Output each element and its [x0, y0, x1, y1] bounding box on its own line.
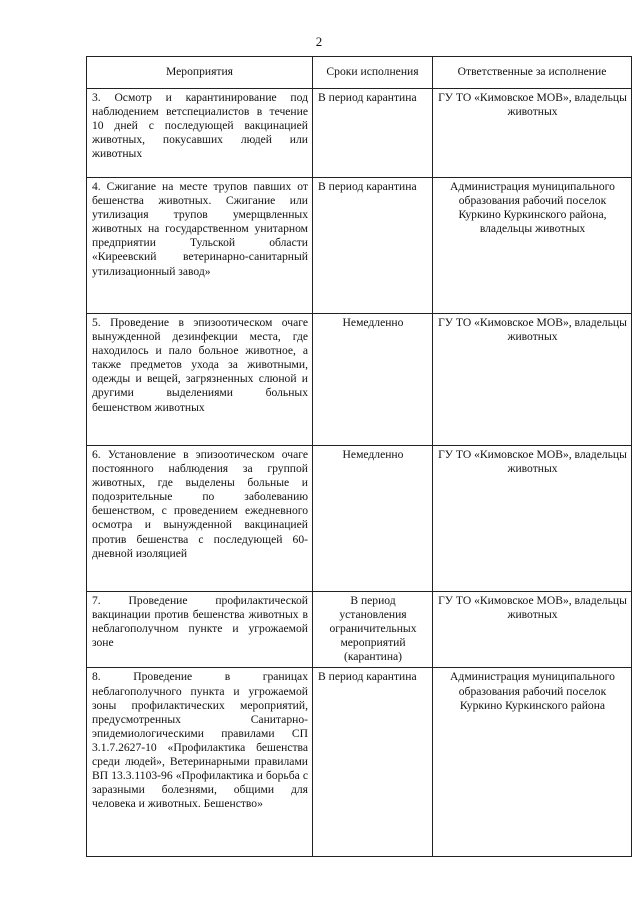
term-cell: Немедленно	[313, 446, 433, 592]
measures-table	[86, 56, 632, 857]
responsible-cell: ГУ ТО «Кимовское МОВ», владельцы животных	[433, 446, 632, 592]
table-row	[87, 314, 632, 446]
header-responsible: Ответственные за исполнение	[433, 57, 632, 89]
activity-cell: 3. Осмотр и карантинирование под наблюдением ветспециалистов в течение 10 дней с последующей вакцинацией животных, покусавших людей или животных	[87, 89, 313, 178]
responsible-cell: Администрация муниципального образования рабочий поселок Куркино Куркинского района, владельцы животных	[433, 178, 632, 314]
table-row	[87, 178, 632, 314]
table-row	[87, 592, 632, 668]
table-header-row	[87, 57, 632, 89]
term-cell: В период установления ограничительных мероприятий (карантина)	[313, 592, 433, 668]
header-activities: Мероприятия	[87, 57, 313, 89]
table-row	[87, 668, 632, 857]
term-cell: Немедленно	[313, 314, 433, 446]
responsible-cell: ГУ ТО «Кимовское МОВ», владельцы животных	[433, 314, 632, 446]
responsible-cell: ГУ ТО «Кимовское МОВ», владельцы животных	[433, 89, 632, 178]
activity-cell: 7. Проведение профилактической вакцинации против бешенства животных в неблагополучном пункте и угрожаемой зоне	[87, 592, 313, 668]
activity-cell: 4. Сжигание на месте трупов павших от бешенства животных. Сжигание или утилизация трупов умерщвленных животных на государственном унитарном предприятии Тульской области «Киреевский ветеринарно-санитарный утилизационный завод»	[87, 178, 313, 314]
activity-cell: 8. Проведение в границах неблагополучного пункта и угрожаемой зоны профилактических мероприятий, предусмотренных Санитарно-эпидемиологическими правилами СП 3.1.7.2627-10 «Профилактика бешенства среди людей», Ветеринарными правилами ВП 13.3.1103-96 «Профилактика и борьба с заразными болезнями, общими для человека и животных. Бешенство»	[87, 668, 313, 857]
activity-cell: 6. Установление в эпизоотическом очаге постоянного наблюдения за группой животных, где выделены больные и подозрительные по заболеванию бешенством, с проведением ежедневного осмотра и вынужденной вакцинацией против бешенства с последующей 60-дневной изоляцией	[87, 446, 313, 592]
term-cell: В период карантина	[313, 178, 433, 314]
responsible-cell: Администрация муниципального образования рабочий поселок Куркино Куркинского района	[433, 668, 632, 857]
term-cell: В период карантина	[313, 89, 433, 178]
table-row	[87, 446, 632, 592]
term-cell: В период карантина	[313, 668, 433, 857]
activity-cell: 5. Проведение в эпизоотическом очаге вынужденной дезинфекции места, где находилось и пало больное животное, а также предметов ухода за животными, одежды и вещей, загрязненных слюной и другими выделениями больных бешенством животных	[87, 314, 313, 446]
page-number: 2	[315, 34, 323, 49]
responsible-cell: ГУ ТО «Кимовское МОВ», владельцы животных	[433, 592, 632, 668]
header-terms: Сроки исполнения	[313, 57, 433, 89]
table-row	[87, 89, 632, 178]
